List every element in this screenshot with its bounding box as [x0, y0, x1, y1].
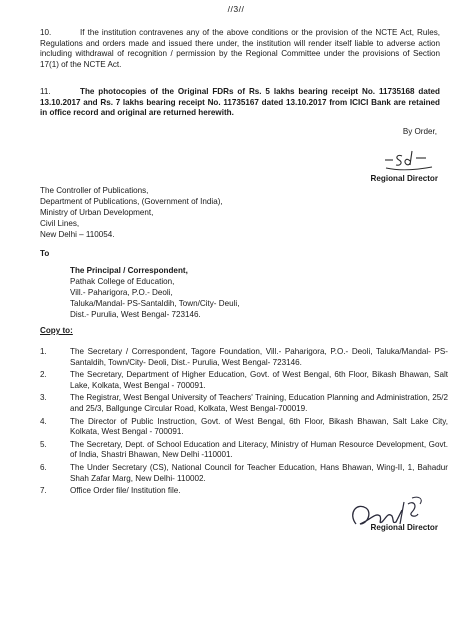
copy-to-item — [38, 440, 448, 461]
to-label: To — [40, 249, 50, 258]
copy-to-item-text: The Director of Public Instruction, Govt. of West Bengal, 6th Floor, Bikash Bhawan, Salt Lake City, Kolkata, West Bengal - 700091. — [70, 416, 448, 437]
copy-to-item — [38, 417, 448, 438]
copy-to-item — [38, 347, 448, 368]
copy-to-item-text: The Under Secretary (CS), National Council for Teacher Education, Hans Bhawan, Wing-II, 1, Bahadur Shah Zafar Marg, New Delhi- 110002. — [70, 462, 448, 483]
addressee-line-4: Civil Lines, — [40, 219, 80, 228]
recipient-title: The Principal / Correspondent, — [70, 266, 188, 275]
recipient-line-3: Taluka/Mandal- PS-Santaldih, Town/City- Deuli, — [70, 299, 240, 308]
copy-to-item-number: 4. — [40, 416, 47, 426]
copy-to-item — [38, 370, 448, 391]
addressee-line-3: Ministry of Urban Development, — [40, 208, 154, 217]
copy-to-item-number: 7. — [40, 486, 47, 496]
addressee-line-2: Department of Publications, (Government of India), — [40, 197, 223, 206]
recipient-line-4: Dist.- Purulia, West Bengal- 723146. — [70, 310, 201, 319]
copy-to-item-text: The Secretary / Correspondent, Tagore Foundation, Vill.- Paharigora, P.O.- Deoli, Taluka/Mandal- PS-Santaldih, Town/City- Deoli, Dist.- Purulia, West Bengal- 723146. — [70, 347, 448, 367]
signature-sd-mark — [382, 148, 438, 174]
clause-11-text: The photocopies of the Original FDRs of Rs. 5 lakhs bearing receipt No. 11735168 dated 13.10.2017 and Rs. 7 lakhs bearing receipt No. 11735167 dated 13.10.2017 from ICICI Bank are retained in office record and original are returned herewith. — [40, 87, 440, 118]
addressee-line-5: New Delhi – 110054. — [40, 230, 115, 239]
copy-to-item-text: Office Order file/ Institution file. — [70, 486, 181, 496]
clause-10-text: If the institution contravenes any of the above conditions or the provision of the NCTE Act, Rules, Regulations and orders made and issued there under, the institution will render itself liable to adverse action including withdrawal of recognition / permission by the Regional Committee under the provisions of Section 17(1) of the NCTE Act. — [40, 28, 440, 69]
copy-to-item-number: 1. — [40, 347, 47, 356]
addressee-line-1: The Controller of Publications, — [40, 186, 149, 195]
by-order-text: By Order, — [402, 127, 437, 136]
signatory-title: Regional Director — [370, 174, 438, 183]
clause-11-number: 11. — [40, 87, 51, 96]
copy-to-item-number: 3. — [40, 393, 47, 403]
closing-signatory-title: Regional Director — [370, 523, 438, 532]
recipient-line-1: Pathak College of Education, — [70, 277, 175, 286]
copy-to-item-text: The Registrar, West Bengal University of Teachers' Training, Education Planning and Administration, 25/2 and 25/3, Ballgunge Circular Road, Kolkata, West Bengal-700019. — [70, 393, 448, 413]
copy-to-item-number: 5. — [40, 439, 47, 449]
sd-handwritten-icon — [382, 148, 438, 174]
copy-to-item — [38, 393, 448, 414]
copy-to-item-text: The Secretary, Department of Higher Education, Govt. of West Bengal, 6th Floor, Bikash Bhawan, Salt Lake, Kolkata, West Bengal - 700091. — [70, 370, 448, 390]
copy-to-label: Copy to: — [40, 326, 73, 335]
copy-to-item-number: 6. — [40, 462, 47, 472]
recipient-line-2: Vill.- Paharigora, P.O.- Deoli, — [70, 288, 173, 297]
copy-to-list — [38, 347, 448, 497]
page-number: //3// — [227, 4, 245, 14]
copy-to-item-number: 2. — [40, 370, 47, 380]
clause-10-number: 10. — [40, 28, 52, 37]
clause-10 — [40, 28, 440, 70]
copy-to-item-text: The Secretary, Dept. of School Education and Literacy, Ministry of Human Resource Development, Govt. of India, Shastri Bhawan, New Delhi -110001. — [70, 439, 448, 460]
clause-11 — [40, 87, 440, 119]
copy-to-item — [38, 463, 448, 484]
